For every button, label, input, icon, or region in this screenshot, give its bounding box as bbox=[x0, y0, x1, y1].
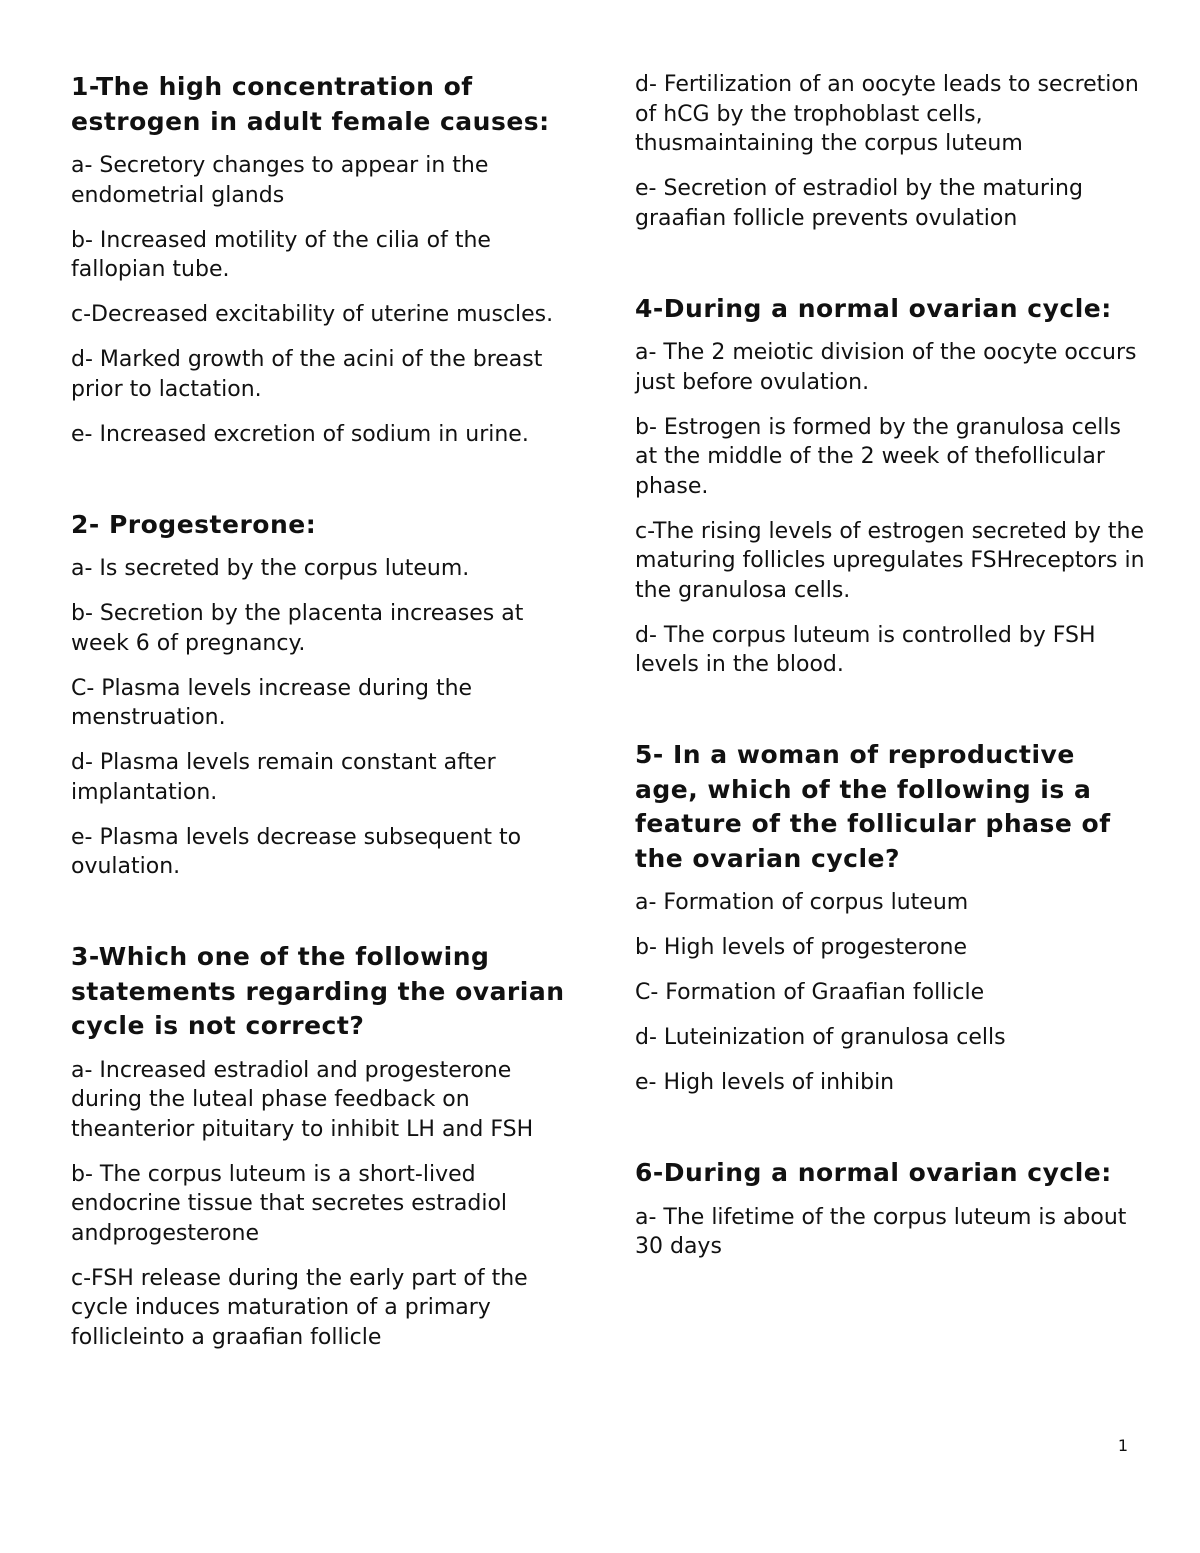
question-title: 6-During a normal ovarian cycle: bbox=[635, 1158, 1112, 1187]
question-title: 2- Progesterone: bbox=[71, 509, 317, 539]
answer-option: b- Increased motility of the cilia of the fallopian tube. bbox=[71, 227, 491, 282]
spacer bbox=[71, 465, 576, 508]
answer-option: a- Secretory changes to appear in the endometrial glands bbox=[71, 153, 489, 208]
answer-option: b- Secretion by the placenta increases at week 6 of pregnancy. bbox=[71, 601, 524, 656]
question-title: 5- In a woman of reproductive age, which of the following is a feature of the follicular phase of the ovarian cycle? bbox=[635, 740, 1111, 873]
question-title: 4-During a normal ovarian cycle: bbox=[635, 293, 1112, 323]
question-3-continued bbox=[635, 70, 1145, 233]
answer-option: d- Marked growth of the acini of the breast prior to lactation. bbox=[71, 347, 543, 402]
question-3 bbox=[71, 940, 576, 1352]
answer-option: b- High levels of progesterone bbox=[635, 935, 968, 960]
answer-option: b- Estrogen is formed by the granulosa cells at the middle of the 2 week of thefollicular phase. bbox=[635, 414, 1121, 499]
answer-option: e- High levels of inhibin bbox=[635, 1070, 895, 1095]
answer-option: d- Plasma levels remain constant after implantation. bbox=[71, 750, 496, 805]
answer-option: a- Increased estradiol and progesterone during the luteal phase feedback on theanterior pituitary to inhibit LH and FSH bbox=[71, 1057, 534, 1142]
question-2 bbox=[71, 508, 576, 882]
spacer bbox=[71, 897, 576, 940]
answer-option: c-The rising levels of estrogen secreted by the maturing follicles upregulates FSHreceptors in the granulosa cells. bbox=[635, 518, 1145, 603]
answer-option: e- Increased excretion of sodium in urine. bbox=[71, 421, 529, 447]
right-column bbox=[635, 70, 1145, 1277]
answer-option: d- Fertilization of an oocyte leads to secretion of hCG by the trophoblast cells, thusmaintaining the corpus luteum bbox=[635, 72, 1139, 156]
answer-option: b- The corpus luteum is a short-lived endocrine tissue that secretes estradiol andprogesterone bbox=[71, 1161, 508, 1246]
spacer bbox=[635, 695, 1145, 738]
question-title: 3-Which one of the following statements regarding the ovarian cycle is not correct? bbox=[71, 942, 565, 1040]
spacer bbox=[635, 1113, 1145, 1156]
left-column bbox=[71, 70, 576, 1368]
page-number: 1 bbox=[1117, 1436, 1128, 1455]
answer-option: C- Formation of Graafian follicle bbox=[635, 980, 985, 1005]
answer-option: a- The 2 meiotic division of the oocyte occurs just before ovulation. bbox=[635, 340, 1137, 395]
answer-option: d- Luteinization of granulosa cells bbox=[635, 1025, 1006, 1050]
question-title: 1-The high concentration of estrogen in adult female causes: bbox=[71, 72, 550, 136]
answer-option: a- The lifetime of the corpus luteum is about 30 days bbox=[635, 1204, 1127, 1259]
answer-option: C- Plasma levels increase during the menstruation. bbox=[71, 675, 473, 730]
answer-option: a- Is secreted by the corpus luteum. bbox=[71, 556, 470, 581]
answer-option: d- The corpus luteum is controlled by FSH levels in the blood. bbox=[635, 622, 1096, 677]
spacer bbox=[635, 249, 1145, 292]
answer-option: c-Decreased excitability of uterine muscles. bbox=[71, 302, 554, 327]
question-6 bbox=[635, 1156, 1145, 1262]
question-1 bbox=[71, 70, 576, 449]
answer-option: c-FSH release during the early part of the cycle induces maturation of a primary follicleinto a graafian follicle bbox=[71, 1265, 528, 1350]
question-4 bbox=[635, 292, 1145, 680]
answer-option: e- Plasma levels decrease subsequent to ovulation. bbox=[71, 824, 522, 879]
question-5 bbox=[635, 738, 1145, 1098]
answer-option: e- Secretion of estradiol by the maturing graafian follicle prevents ovulation bbox=[635, 176, 1083, 231]
answer-option: a- Formation of corpus luteum bbox=[635, 890, 969, 915]
